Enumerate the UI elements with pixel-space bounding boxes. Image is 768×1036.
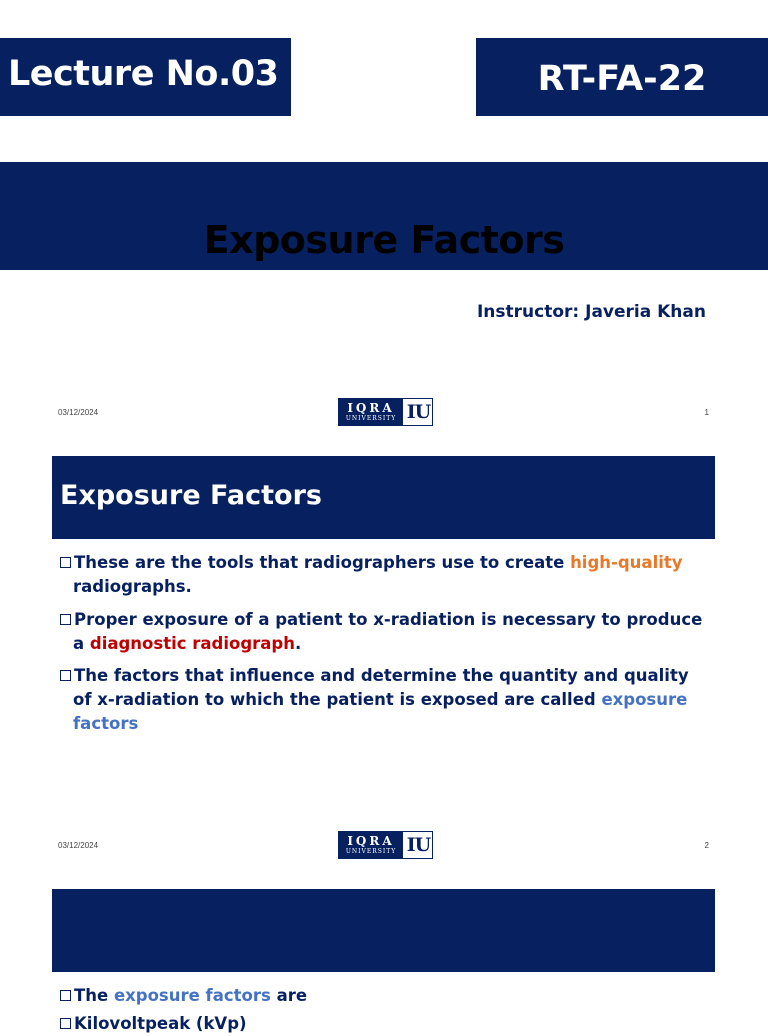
logo-sub: UNIVERSITY: [345, 847, 397, 855]
bullet-text: Proper exposure of a patient to x-radiation is necessary to produce: [74, 610, 703, 629]
logo-mark: IU: [403, 399, 432, 425]
checkbox-bullet-icon: [60, 990, 71, 1001]
highlight-text: exposure: [601, 690, 688, 709]
bullet-text: a: [73, 634, 90, 653]
slide-page-number: 2: [704, 841, 709, 850]
slide-title: Exposure Factors: [203, 218, 565, 262]
logo-sub: UNIVERSITY: [345, 414, 397, 422]
slide-date: 03/12/2024: [58, 408, 99, 417]
iqra-university-logo: [338, 398, 433, 426]
bullet-item: [60, 608, 710, 656]
bullet-text: The factors that influence and determine the quantity and quality: [74, 666, 689, 685]
bullet-item: [60, 551, 710, 599]
instructor-name: Instructor: Javeria Khan: [476, 302, 706, 322]
slide-title-banner: [52, 889, 715, 972]
bullet-text: These are the tools that radiographers use to create: [74, 553, 571, 572]
checkbox-bullet-icon: [60, 670, 71, 681]
bullet-text: .: [295, 634, 302, 653]
bullet-text: radiographs.: [73, 577, 192, 596]
highlight-text: exposure factors: [113, 986, 271, 1005]
bullet-item: [60, 1012, 710, 1036]
bullet-text: The: [74, 986, 114, 1005]
logo-wordmark: [339, 832, 403, 858]
logo-wordmark: [339, 399, 403, 425]
checkbox-bullet-icon: [60, 557, 71, 568]
highlight-text: high-quality: [570, 553, 683, 572]
bullet-item: [60, 664, 710, 736]
bullet-item: [60, 984, 710, 1008]
lecture-number-label: Lecture No.03: [8, 54, 279, 94]
slide-title: Exposure Factors: [60, 480, 322, 511]
bullet-text: are: [270, 986, 308, 1005]
highlight-text: factors: [73, 714, 139, 733]
logo-word: IQRA: [347, 833, 395, 848]
checkbox-bullet-icon: [60, 614, 71, 625]
logo-word: IQRA: [347, 400, 395, 415]
course-code-label: RT-FA-22: [537, 59, 707, 99]
iqra-university-logo: [338, 831, 433, 859]
slide-page-number: 1: [704, 408, 709, 417]
slide-date: 03/12/2024: [58, 841, 99, 850]
bullet-text: of x-radiation to which the patient is exposed are called: [73, 690, 602, 709]
logo-mark: IU: [403, 832, 432, 858]
bullet-text: Kilovoltpeak (kVp): [74, 1014, 247, 1033]
highlight-text: diagnostic radiograph: [89, 634, 295, 653]
